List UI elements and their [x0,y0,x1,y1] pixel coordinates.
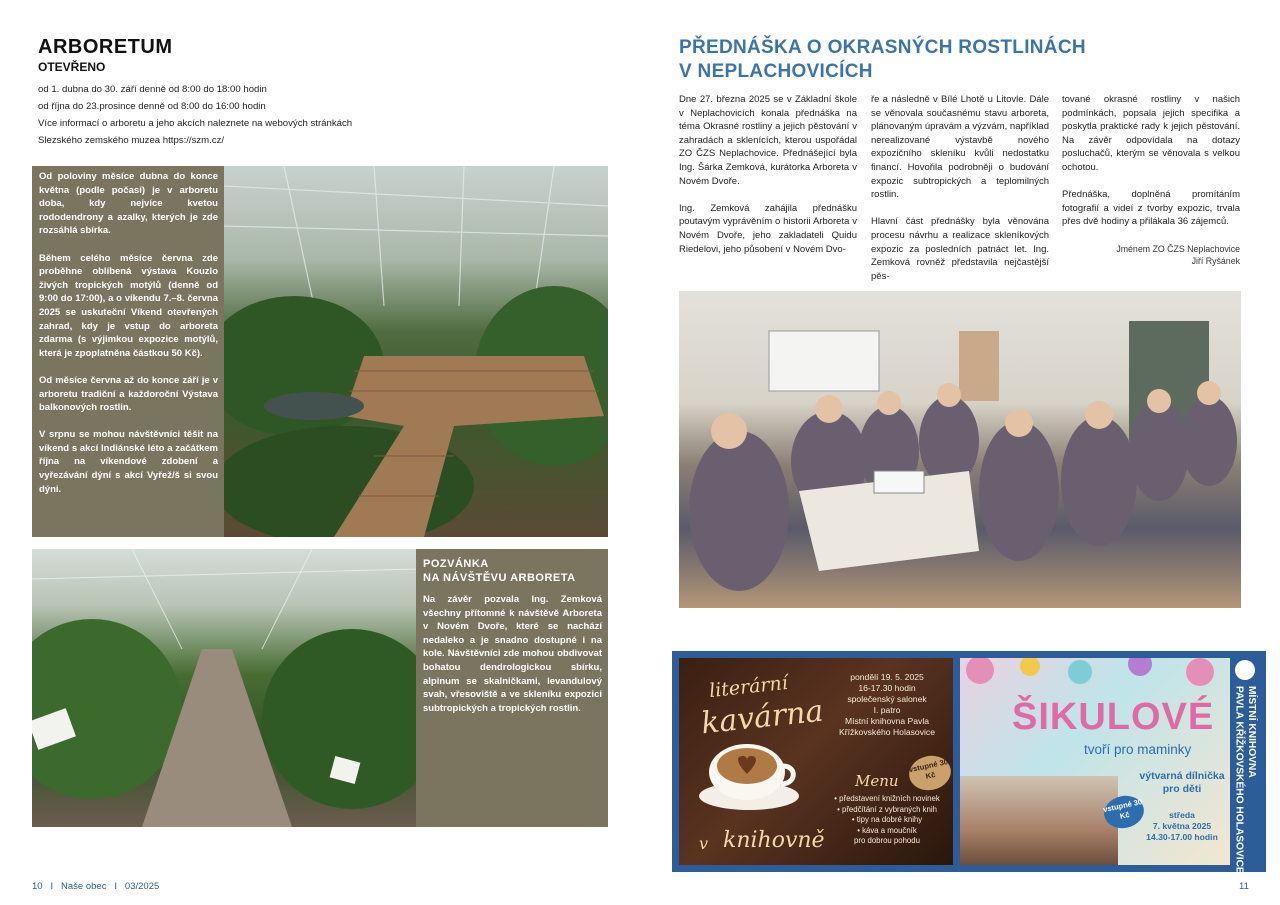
cafe-info-line: pondělí 19. 5. 2025 [850,672,924,682]
lecture-headline-line: V NEPLACHOVICÍCH [679,61,873,82]
cafe-price-badge: vstupné 30 Kč [906,752,954,794]
arboretum-title: ARBORETUM [38,36,173,58]
cafe-menu-label: Menu [855,772,899,790]
cafe-info-line: I. patro [873,705,901,715]
cafe-info-line: 16-17.30 hodin [858,683,916,693]
signature-line: Jiří Ryšánek [1191,255,1240,266]
cafe-title-main: kavárna [699,693,825,742]
sikulove-date-line: 14.30-17.00 hodin [1146,832,1218,842]
sikulove-date-line: středa [1169,810,1195,820]
audience-illustration [679,291,1241,608]
events-paragraph: V srpnu se mohou návštěvníci těšit na víkend s akcí Indiánské léto a začátkem října na víkendové zdobení a vyřezávání dýní s akcí Vyřež/š si svou dýni. [39,429,218,495]
cafe-menu-item: pro dobrou pohodu [854,836,920,845]
lecture-audience-photo [679,291,1241,608]
cafe-info-line: společenský salonek [847,694,927,704]
greenhouse-illustration [224,166,608,537]
children-workshop-photo [960,776,1118,865]
sikulove-workshop-ad[interactable] [960,658,1230,865]
hours-line-1: od 1. dubna do 30. září denně od 8:00 do 18:00 hodin [38,84,267,95]
greenhouse-path-photo [32,549,416,827]
sikulove-description: výtvarná dílnička pro děti [1139,770,1225,795]
cafe-menu-item: • káva a moučník [857,825,917,835]
article-paragraph: Hlavní část přednášky byla věnována procesu návrhu a realizace skleníkových expozic za posledních patnáct let. Ing. Zemková rovněž představila nejčastější pěs- [871,216,1049,282]
invitation-title-line: POZVÁNKA [423,558,489,570]
cafe-info-line: Místní knihovna Pavla [844,716,930,726]
cafe-menu-item: • tipy na dobré knihy [851,815,923,824]
invitation-text: Na závěr pozvala Ing. Zemková všechny přítomné k návštěvě Arboreta v Novém Dvoře, které se nachází nedaleko a je snadno dostupné i na kole. Návštěvníci zde mohou obdivovat bohatou dendrologickou sbírku, alpinum se skalničkami, levandulový svah, vřesoviště a ve skleníku expozici subtropických a tropických rostlin. [423,594,602,714]
cafe-title-top: literární [708,671,789,703]
article-signature [1062,243,1240,267]
article-paragraph: Přednáška, doplněná promítáním fotografií a videí z tvorby expozic, trvala přes dvě hodiny a přilákala 36 zájemců. [1062,189,1240,228]
article-column-3 [1062,93,1240,267]
footer-right-page-number: 11 [1239,881,1249,892]
sikulove-date-line: 7. května 2025 [1152,821,1212,831]
library-name-line: PAVLA KŘÍŽKOVSKÉHO HOLASOVICE [1233,686,1245,874]
invitation-title-line: NA NÁVŠTĚVU ARBORETA [423,572,576,584]
lecture-headline-line: PŘEDNÁŠKA O OKRASNÝCH ROSTLINÁCH [679,37,1086,58]
sikulove-price-badge: vstupné 30 Kč [1101,792,1147,832]
lecture-headline [679,36,1099,84]
coffee-cup-icon [697,734,801,814]
article-paragraph: ře a následně v Bílé Lhotě u Litovle. Dále se věnovala současnému stavu arboreta, plánovaným úpravám a výzvám, například nerealizované výstavbě nového expozičního skleníku kvůli nedostatku financí. Hovořila podrobněji o budování expozic subtropických a teplomilných rostlin. [871,94,1049,201]
events-paragraph: Během celého měsíce června zde proběhne oblíbená výstava Kouzlo živých tropických motýlů (denně od 9:00 do 17:00), a o víkendu 7.–8. června 2025 se uskuteční Víkend otevřených zahrad, kdy je vstup do arboreta zdarma (s výjimkou expozice motýlů, která je zpoplatněna částkou 50 Kč). [39,252,218,359]
cafe-title-v: v [699,834,709,853]
sikulove-date [1136,810,1228,843]
article-column-2 [871,93,1049,297]
cafe-menu-item: • předčítání z vybraných knih [837,804,937,814]
cafe-event-info [827,672,947,738]
arboretum-events-box [32,166,224,537]
library-name [1232,658,1257,874]
article-column-1 [679,93,857,270]
article-paragraph: Dne 27. března 2025 se v Základní škole v Neplachovicích konala přednáška na téma Okrasné rostliny a jejich pěstování v zahradách a sklenících, kterou uspořádal ZO ČZS Neplachovice. Přednášející byla Ing. Šárka Zemková, kurátorka Arboreta v Novém Dvoře. [679,94,857,187]
sikulove-title: ŠIKULOVÉ [1012,696,1215,738]
cafe-title-bottom: knihovně [723,828,825,853]
invitation-box [416,549,608,827]
hours-line-4: Slezského zemského muzea https://szm.cz/ [38,135,225,146]
hours-line-3: Více informací o arboretu a jeho akcích naleznete na webových stránkách [38,118,353,129]
signature-line: Jménem ZO ČZS Neplachovice [1116,243,1240,254]
events-paragraph: Od měsíce června až do konce září je v arboretu tradiční a každoroční Výstava balkonových rostlin. [39,374,218,414]
literary-cafe-ad[interactable] [679,658,953,865]
cafe-menu-list [827,794,947,847]
events-paragraph: Od poloviny měsíce dubna do konce května (podle počasí) je v arboretu doba, kdy nejvíce kvetou rododendrony a azalky, kterých je zde rozsáhlá sbírka. [39,171,218,237]
invitation-title [423,557,602,585]
sikulove-subtitle: tvoří pro maminky [1084,742,1192,757]
cafe-info-line: Křížkovského Holasovice [838,727,935,737]
path-illustration [32,549,416,827]
article-paragraph: tované okrasné rostliny v našich podmínkách, popsala jejich specifika a poskytla praktické rady k jejich pěstování. Na závěr odpovídala na dotazy posluchačů, kterým se věnovala s velkou ochotou. [1062,94,1240,173]
footer-left-page-number: 10 I Naše obec I 03/2025 [32,881,160,892]
library-name-line: MÍSTNÍ KNIHOVNA [1246,686,1257,778]
arboretum-subtitle: OTEVŘENO [38,60,106,74]
paper-flowers-decoration-icon [960,658,1230,698]
cafe-menu-item: • představení knižních novinek [834,794,940,803]
greenhouse-boardwalk-photo [224,166,608,537]
hours-line-2: od října do 23.prosince denně od 8:00 do 16:00 hodin [38,101,266,112]
article-paragraph: Ing. Zemková zahájila přednášku poutavým vyprávěním o historii Arboreta v Novém Dvoře, jeho zakladateli Quidu Riedelovi, jeho působení v Novém Dvo- [679,202,857,255]
